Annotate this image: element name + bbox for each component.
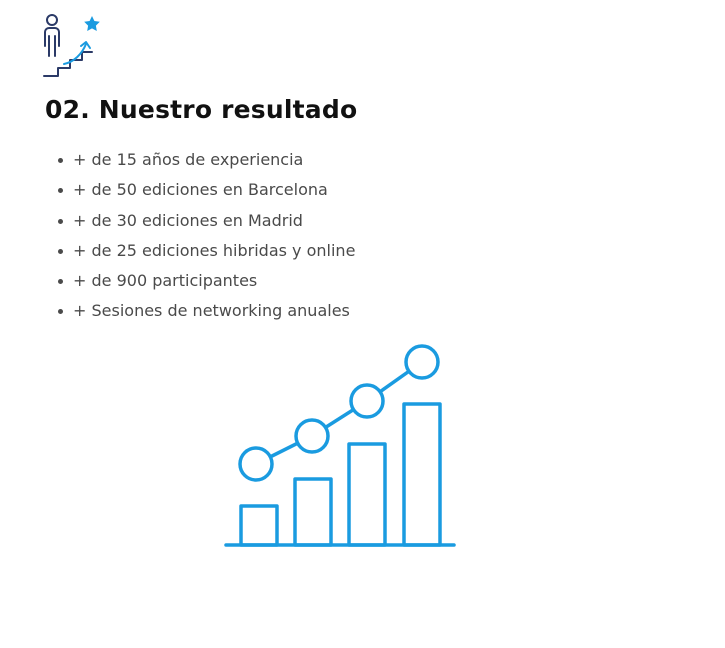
trend-point [406, 346, 438, 378]
bullet-dot [58, 219, 63, 224]
list-item-text: + Sesiones de networking anuales [73, 301, 350, 321]
list-item [52, 148, 355, 178]
list-item [52, 209, 355, 239]
list-item-text: + de 30 ediciones en Madrid [73, 210, 303, 230]
bullet-dot [58, 158, 63, 163]
bar [349, 444, 385, 545]
list-item [52, 239, 355, 269]
growth-chart-icon [220, 340, 460, 555]
trend-point [296, 420, 328, 452]
stairs-person-star-icon [40, 12, 104, 80]
list-item [52, 178, 355, 208]
list-item-text: + de 900 participantes [73, 271, 258, 291]
bullet-dot [58, 309, 63, 314]
list-item [52, 269, 355, 299]
bullet-dot [58, 188, 63, 193]
bullet-dot [58, 249, 63, 254]
bar [241, 506, 277, 545]
bullet-dot [58, 279, 63, 284]
list-item-text: + de 15 años de experiencia [73, 150, 304, 169]
section-title: 02. Nuestro resultado [45, 95, 358, 124]
trend-point [240, 448, 272, 480]
list-item-text: + de 50 ediciones en Barcelona [73, 180, 328, 200]
results-list [52, 148, 355, 330]
trend-point [351, 385, 383, 417]
list-item [52, 299, 355, 329]
list-item-text: + de 25 ediciones hibridas y online [73, 240, 356, 260]
bar [404, 404, 440, 545]
bar [295, 479, 331, 545]
